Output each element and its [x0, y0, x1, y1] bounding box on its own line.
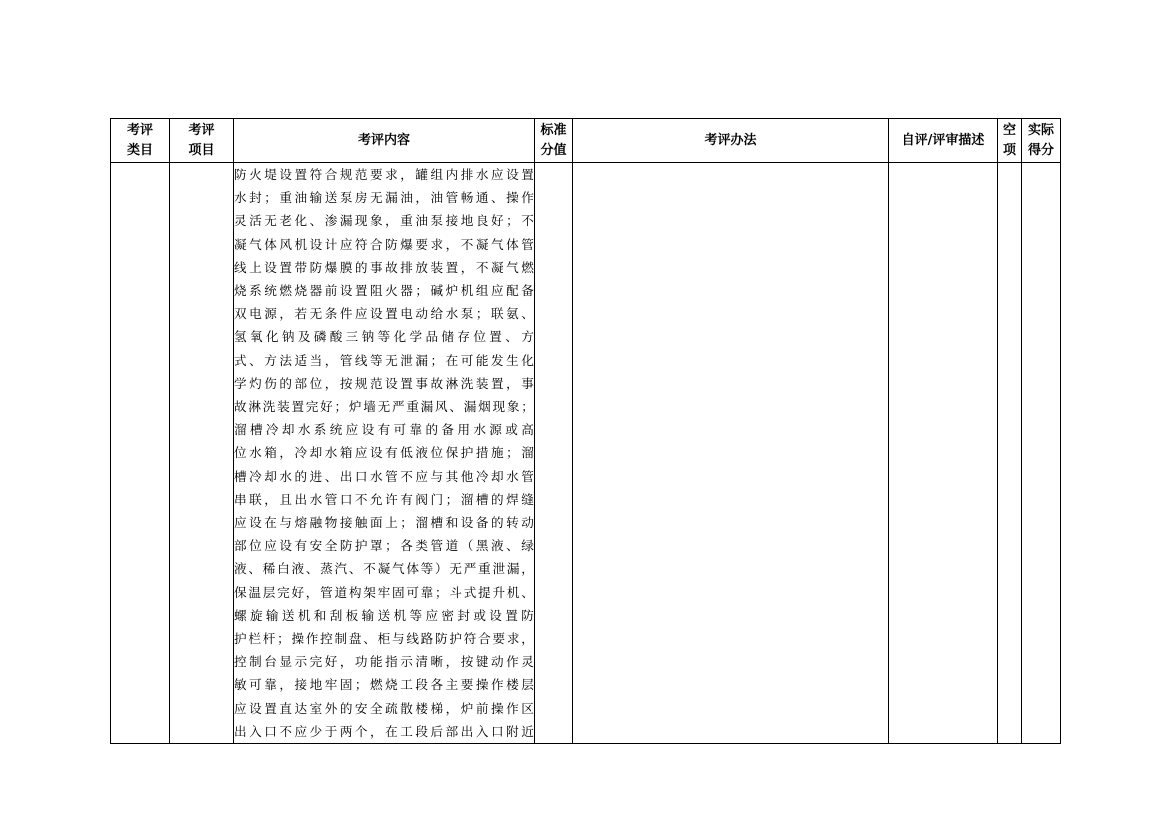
- header-content: 考评内容: [234, 119, 535, 163]
- content-line: 水封；重油输送泵房无漏油，油管畅通、操作: [234, 190, 534, 206]
- content-line: 双电源，若无条件应设置电动给水泵；联氨、: [234, 306, 534, 322]
- header-category: 考评 类目: [111, 119, 170, 163]
- cell-method: [573, 163, 889, 744]
- content-line: 串联，且出水管口不允许有阀门；溜槽的焊缝: [234, 491, 534, 507]
- content-line: 线上设置带防爆膜的事故排放装置，不凝气燃: [234, 259, 534, 275]
- content-line: 烧系统燃烧器前设置阻火器；碱炉机组应配备: [234, 283, 534, 299]
- content-line: 式、方法适当，管线等无泄漏；在可能发生化: [234, 352, 534, 368]
- content-line: 螺旋输送机和刮板输送机等应密封或设置防: [234, 607, 534, 623]
- content-line: 液、稀白液、蒸汽、不凝气体等）无严重泄漏，: [234, 561, 534, 577]
- content-line: 灵活无老化、渗漏现象，重油泵接地良好；不: [234, 213, 534, 229]
- content-line: 凝气体风机设计应符合防爆要求，不凝气体管: [234, 236, 534, 252]
- content-line: 控制台显示完好，功能指示清晰，按键动作灵: [234, 654, 534, 670]
- cell-standard-score: [535, 163, 573, 744]
- cell-self-review: [889, 163, 998, 744]
- header-self-review: 自评/评审描述: [889, 119, 998, 163]
- content-line: 氢氧化钠及磷酸三钠等化学品储存位置、方: [234, 329, 534, 345]
- content-line: 护栏杆；操作控制盘、柜与线路防护符合要求，: [234, 631, 534, 647]
- header-actual-score: 实际 得分: [1022, 119, 1061, 163]
- content-line: 应设在与熔融物接触面上；溜槽和设备的转动: [234, 515, 534, 531]
- content-line: 出入口不应少于两个，在工段后部出入口附近: [234, 723, 534, 739]
- cell-item: [170, 163, 234, 744]
- content-line: 防火堤设置符合规范要求，罐组内排水应设置: [234, 167, 534, 182]
- header-row: [111, 119, 1061, 163]
- content-line: 故淋洗装置完好；炉墙无严重漏风、漏烟现象；: [234, 399, 534, 415]
- header-standard-score: 标准 分值: [535, 119, 573, 163]
- header-blank-item: 空 项: [998, 119, 1022, 163]
- content-line: 部位应设有安全防护罩；各类管道（黑液、绿: [234, 538, 534, 554]
- content-line: 槽冷却水的进、出口水管不应与其他冷却水管: [234, 468, 534, 484]
- content-line: 保温层完好，管道构架牢固可靠；斗式提升机、: [234, 584, 534, 600]
- table-row: [111, 163, 1061, 744]
- content-line: 敏可靠，接地牢固；燃烧工段各主要操作楼层: [234, 677, 534, 693]
- cell-blank-item: [998, 163, 1022, 744]
- content-line: 学灼伤的部位，按规范设置事故淋洗装置，事: [234, 375, 534, 391]
- content-line: 溜槽冷却水系统应设有可靠的备用水源或高: [234, 422, 534, 438]
- cell-category: [111, 163, 170, 744]
- header-method: 考评办法: [573, 119, 889, 163]
- evaluation-table: [110, 118, 1061, 744]
- cell-content: [234, 163, 535, 744]
- cell-actual-score: [1022, 163, 1061, 744]
- header-item: 考评 项目: [170, 119, 234, 163]
- content-line: 应设置直达室外的安全疏散楼梯，炉前操作区: [234, 700, 534, 716]
- content-line: 位水箱，冷却水箱应设有低液位保护措施；溜: [234, 445, 534, 461]
- evaluation-sheet: [110, 118, 1060, 739]
